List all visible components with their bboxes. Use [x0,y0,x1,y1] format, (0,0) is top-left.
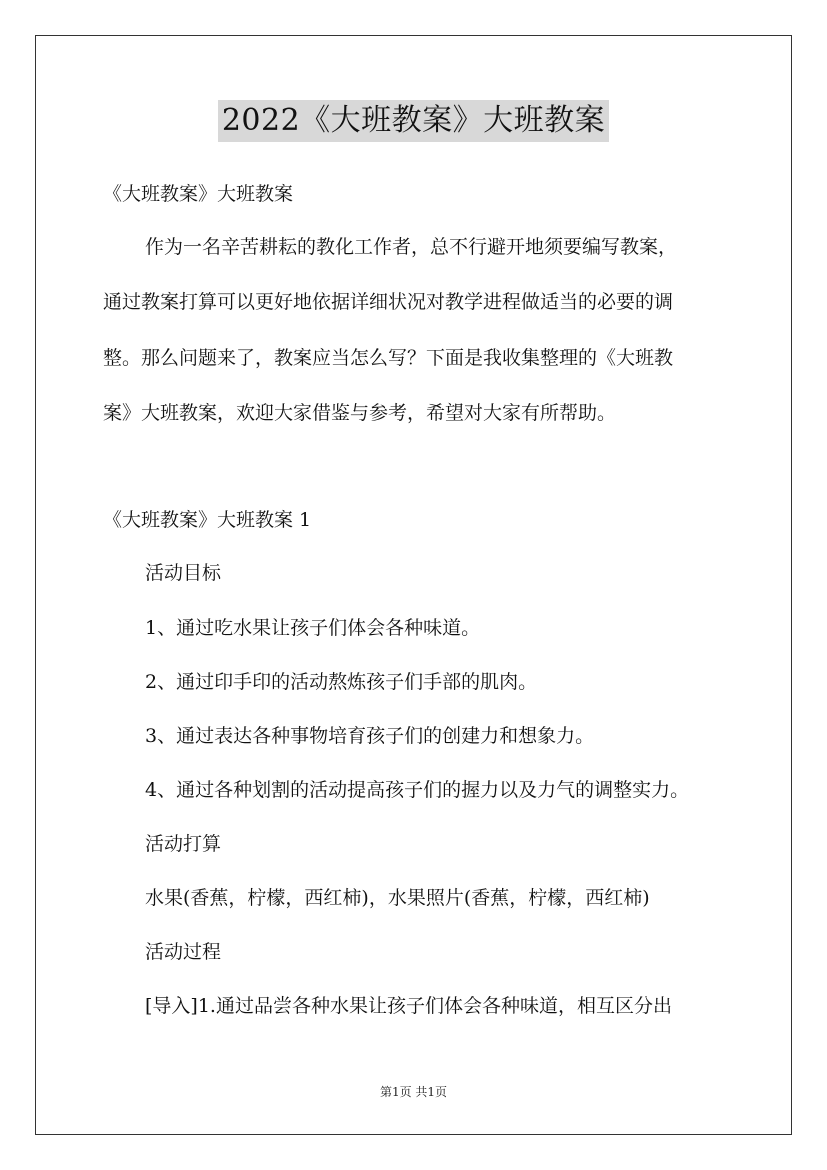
document-title: 2022《大班教案》大班教案 [218,100,609,142]
section-heading: 《大班教案》大班教案 1 [103,509,312,531]
activity-goals-heading: 活动目标 [145,562,222,584]
document-subtitle: 《大班教案》大班教案 [103,183,294,205]
intro-line-3: 整。那么问题来了，教案应当怎么写？下面是我收集整理的《大班教 [103,347,674,369]
activity-process-step-1: [导入]1.通过品尝各种水果让孩子们体会各种味道，相互区分出 [145,995,672,1017]
activity-prep-materials: 水果(香蕉，柠檬，西红柿)，水果照片(香蕉，柠檬，西红柿) [145,887,650,909]
goal-item-4: 4、通过各种划割的活动提高孩子们的握力以及力气的调整实力。 [145,779,690,801]
activity-prep-heading: 活动打算 [145,833,222,855]
goal-item-3: 3、通过表达各种事物培育孩子们的创建力和想象力。 [145,725,595,747]
title-container [0,100,827,142]
intro-line-1: 作为一名辛苦耕耘的教化工作者，总不行避开地须要编写教案， [145,236,678,258]
goal-item-1: 1、通过吃水果让孩子们体会各种味道。 [145,617,481,639]
intro-line-2: 通过教案打算可以更好地依据详细状况对教学进程做适当的必要的调 [103,291,674,313]
goal-item-2: 2、通过印手印的活动熬炼孩子们手部的肌肉。 [145,671,538,693]
page-footer: 第1页 共1页 [379,1085,448,1099]
activity-process-heading: 活动过程 [145,941,222,963]
intro-line-4: 案》大班教案，欢迎大家借鉴与参考，希望对大家有所帮助。 [103,402,617,424]
